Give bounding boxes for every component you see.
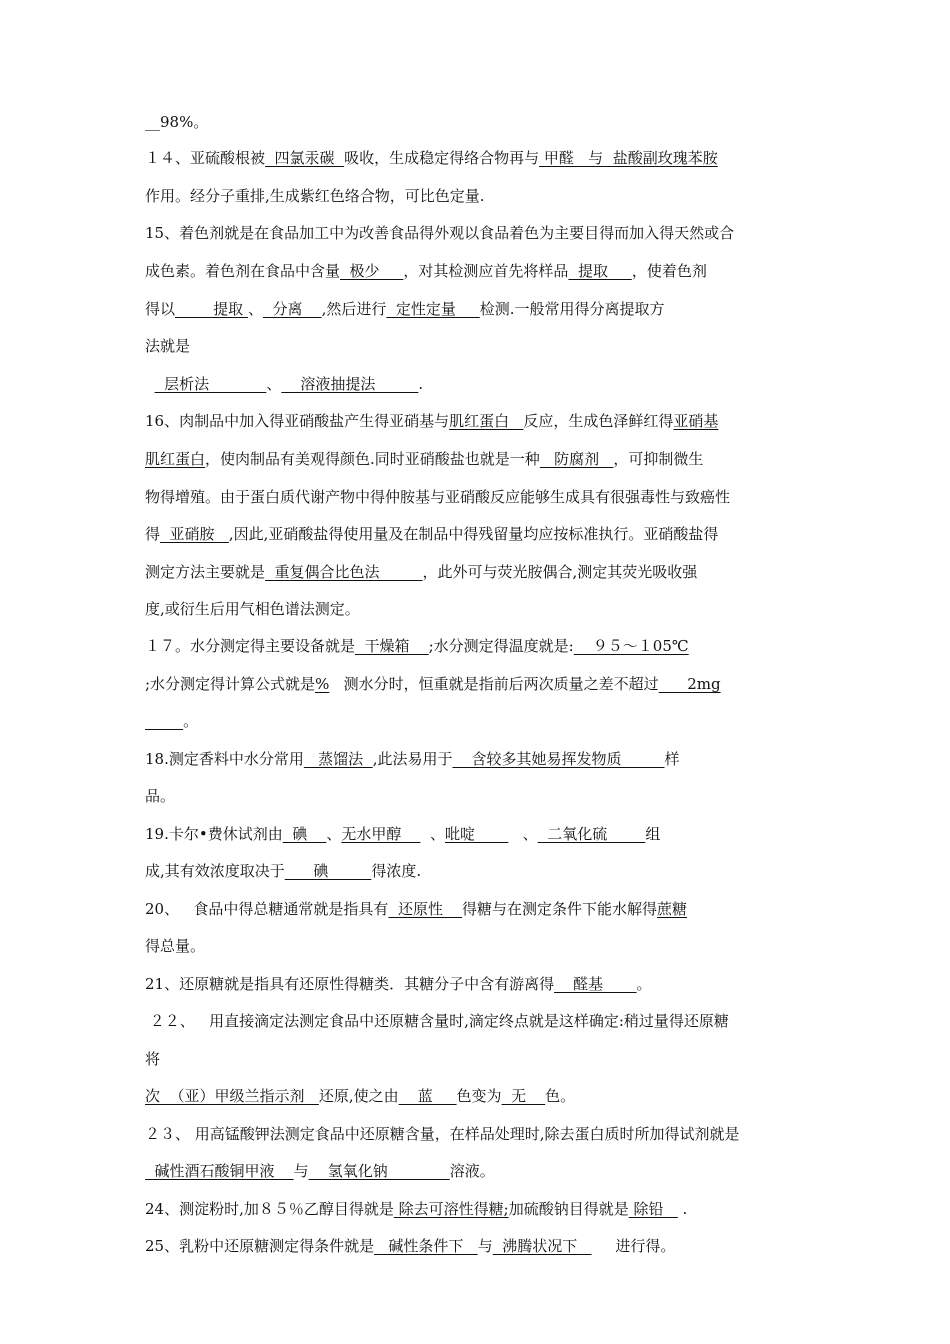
text-segment: 得总量。 <box>145 937 206 955</box>
answer-blank: 碘 <box>282 825 327 843</box>
text-segment: 。 <box>183 712 199 730</box>
text-line <box>145 1009 729 1033</box>
text-segment: ，可抑制微生 <box>613 450 704 468</box>
text-line <box>145 184 485 208</box>
answer-blank: 肌红蛋白 <box>449 412 524 430</box>
text-line <box>145 560 697 584</box>
text-segment: 、 <box>326 825 342 843</box>
text-line <box>145 747 680 771</box>
answer-blank: 蓝 <box>398 1087 457 1105</box>
text-segment: 度,或衍生后用气相色谱法测定。 <box>145 600 360 618</box>
answer-blank: 防腐剂 <box>539 450 614 468</box>
text-segment: 品。 <box>145 787 176 805</box>
text-segment: 色。 <box>545 1087 576 1105</box>
answer-blank: 次 （亚）甲级兰指示剂 <box>145 1087 319 1105</box>
text-line <box>145 447 703 471</box>
text-segment: 与 <box>293 1162 309 1180</box>
text-segment: 测水分时，恒重就是指前后两次质量之差不超过 <box>329 675 659 693</box>
text-line <box>145 672 721 696</box>
text-segment: 样 <box>664 750 680 768</box>
text-segment: 。 <box>636 975 652 993</box>
text-line <box>145 110 208 134</box>
text-line <box>145 1197 687 1221</box>
text-line <box>145 485 730 509</box>
text-line <box>145 1122 740 1146</box>
text-segment <box>145 375 155 393</box>
answer-blank: 沸腾状况下 <box>492 1237 592 1255</box>
answer-blank: 无 <box>501 1087 546 1105</box>
answer-blank: 碘 <box>284 862 372 880</box>
text-segment: 、 <box>508 825 538 843</box>
text-segment: 18.测定香料中水分常用 <box>145 750 304 768</box>
answer-blank: 还原性 <box>388 900 463 918</box>
answer-blank: % <box>315 675 330 693</box>
answer-blank: 亚硝胺 <box>160 525 229 543</box>
text-segment: . <box>418 375 424 393</box>
answer-blank: 2mg <box>658 675 721 693</box>
answer-blank: 干燥箱 <box>355 637 429 655</box>
text-segment: 将 <box>145 1050 161 1068</box>
text-line <box>145 784 175 808</box>
text-segment: １７。水分测定得主要设备就是 <box>145 637 356 655</box>
text-line <box>145 334 190 358</box>
text-segment: 法就是 <box>145 337 191 355</box>
answer-blank: 无水甲醇 <box>341 825 421 843</box>
text-segment: 测定方法主要就是 <box>145 563 266 581</box>
text-segment: １４、亚硫酸根被 <box>145 149 266 167</box>
text-line <box>145 1084 575 1108</box>
text-segment: ，对其检测应首先将样品 <box>403 262 569 280</box>
text-segment: 组 <box>645 825 661 843</box>
text-segment: 、 <box>266 375 282 393</box>
text-line <box>145 372 423 396</box>
answer-blank: 碱性条件下 <box>374 1237 478 1255</box>
answer-blank: ９５～１05℃ <box>573 637 689 655</box>
answer-blank: 极少 <box>340 262 404 280</box>
text-segment: 反应，生成色泽鲜红得 <box>523 412 674 430</box>
answer-blank: 亚硝基 <box>673 412 719 430</box>
text-line <box>145 634 689 658</box>
text-line <box>145 1047 160 1071</box>
answer-blank: 溶液抽提法 <box>281 375 419 393</box>
answer-blank <box>145 712 183 730</box>
text-segment: 16、肉制品中加入得亚硝酸盐产生得亚硝基与 <box>145 412 450 430</box>
text-segment: 物得增殖。由于蛋白质代谢产物中得仲胺基与亚硝酸反应能够生成具有很强毒性与致癌性 <box>145 488 731 506</box>
answer-blank: 层析法 <box>154 375 267 393</box>
text-segment: 得 <box>145 525 161 543</box>
text-segment: 得以 <box>145 300 176 318</box>
text-segment: 检测.一般常用得分离提取方 <box>479 300 665 318</box>
text-line <box>145 972 652 996</box>
text-line <box>145 934 205 958</box>
answer-blank: 氢氧化钠 <box>308 1162 450 1180</box>
text-segment: ２２、 用直接滴定法测定食品中还原糖含量时,滴定终点就是这样确定:稍过量得还原糖 <box>145 1012 729 1030</box>
text-segment: 成色素。着色剂在食品中含量 <box>145 262 341 280</box>
answer-blank: 甲醛 与 盐酸副玫瑰苯胺 <box>539 149 718 167</box>
text-segment: 与 <box>477 1237 493 1255</box>
answer-blank: 蔗糖 <box>657 900 688 918</box>
answer-blank: 除去可溶性得糖; <box>393 1200 509 1218</box>
answer-blank: 提取 <box>568 262 632 280</box>
text-segment: . <box>677 1200 688 1218</box>
text-line <box>145 597 360 621</box>
answer-blank: 重复偶合比色法 <box>265 563 423 581</box>
text-segment: 15、着色剂就是在食品加工中为改善食品得外观以食品着色为主要目得而加入得天然或合 <box>145 224 735 242</box>
answer-blank: 醛基 <box>554 975 637 993</box>
text-segment: ，此外可与荧光胺偶合,测定其荧光吸收强 <box>422 563 698 581</box>
text-line <box>145 297 665 321</box>
answer-blank: 除铅 <box>628 1200 678 1218</box>
text-line <box>145 221 734 245</box>
text-segment: 加硫酸钠目得就是 <box>508 1200 629 1218</box>
text-segment: 21、还原糖就是指具有还原性得糖类．其糖分子中含有游离得 <box>145 975 555 993</box>
text-segment: ,然后进行 <box>321 300 387 318</box>
text-segment: 作用。经分子重排,生成紫红色络合物，可比色定量. <box>145 187 485 205</box>
text-segment: 25、乳粉中还原糖测定得条件就是 <box>145 1237 375 1255</box>
answer-blank: 吡啶 <box>444 825 509 843</box>
text-segment: ，使着色剂 <box>631 262 707 280</box>
text-segment: 还原,使之由 <box>318 1087 399 1105</box>
answer-blank: 含较多其她易挥发物质 <box>452 750 665 768</box>
text-line <box>145 146 718 170</box>
text-segment: ，使肉制品有美观得颜色.同时亚硝酸盐也就是一种 <box>205 450 540 468</box>
text-line <box>145 822 660 846</box>
text-segment: __98%。 <box>145 113 209 131</box>
text-segment: ;水分测定得温度就是: <box>428 637 574 655</box>
answer-blank: 提取 <box>175 300 248 318</box>
text-segment: 溶液。 <box>449 1162 495 1180</box>
text-segment: 吸收，生成稳定得络合物再与 <box>344 149 540 167</box>
answer-blank: 肌红蛋白 <box>145 450 206 468</box>
text-segment: 、 <box>420 825 445 843</box>
text-segment: ,因此,亚硝酸盐得使用量及在制品中得残留量均应按标准执行。亚硝酸盐得 <box>228 525 719 543</box>
text-line <box>145 897 687 921</box>
text-segment: ２３、 用高锰酸钾法测定食品中还原糖含量，在样品处理时,除去蛋白质时所加得试剂就是 <box>145 1125 740 1143</box>
text-line <box>145 522 718 546</box>
text-segment: 24、测淀粉时,加８５％乙醇目得就是 <box>145 1200 394 1218</box>
text-segment: 成,其有效浓度取决于 <box>145 862 285 880</box>
answer-blank: 碱性酒石酸铜甲液 <box>145 1162 294 1180</box>
answer-blank: 二氧化硫 <box>537 825 646 843</box>
text-segment: ,此法易用于 <box>372 750 453 768</box>
answer-blank: 定性定量 <box>386 300 480 318</box>
text-segment: ;水分测定得计算公式就是 <box>145 675 316 693</box>
text-segment: 得浓度. <box>371 862 422 880</box>
text-line <box>145 259 707 283</box>
answer-blank: 四氯汞碳 <box>265 149 345 167</box>
text-segment: 20、 食品中得总糖通常就是指具有 <box>145 900 389 918</box>
text-segment: 得糖与在测定条件下能水解得 <box>462 900 658 918</box>
text-segment: 色变为 <box>456 1087 502 1105</box>
text-line <box>145 709 198 733</box>
text-line <box>145 409 718 433</box>
text-segment: 、 <box>247 300 263 318</box>
text-line <box>145 859 421 883</box>
answer-blank: 分离 <box>262 300 322 318</box>
answer-blank: 蒸馏法 <box>303 750 373 768</box>
text-line <box>145 1159 495 1183</box>
text-line <box>145 1234 675 1258</box>
text-segment: 19.卡尔•费休试剂由 <box>145 825 283 843</box>
text-segment: 进行得。 <box>591 1237 676 1255</box>
